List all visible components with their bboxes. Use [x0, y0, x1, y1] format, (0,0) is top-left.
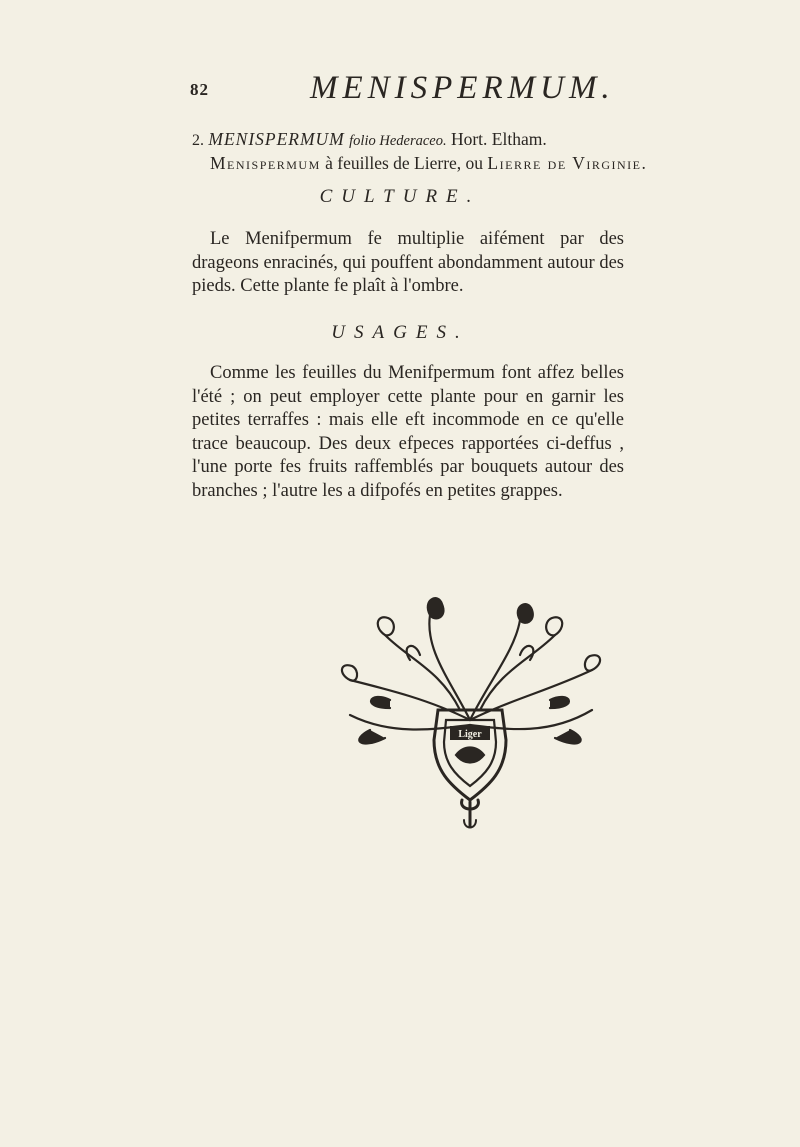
- latin-name: MENISPERMUM: [208, 129, 345, 149]
- usages-heading: USAGES.: [331, 322, 469, 343]
- french-name: Menispermum: [210, 153, 321, 173]
- french-description: à feuilles de Lierre, ou: [325, 153, 484, 173]
- usages-paragraph: Comme les feuilles du Menifpermum font affez belles l'été ; on peut employer cette plante pour en garnir les petites terraffes : mais elle eft incommode en ce qu'elle trace beaucoup. Des deux efpeces rapportées ci-deffus , l'une porte fes fruits raffemblés par bouquets autour des branches ; l'autre les a difpofés en petites grappes.: [192, 363, 624, 501]
- page-number: 82: [190, 80, 209, 99]
- running-title: MENISPERMUM.: [310, 70, 615, 106]
- entry-line-1: [192, 128, 622, 152]
- culture-heading: CULTURE.: [319, 186, 481, 207]
- floral-vignette-icon: [330, 590, 610, 830]
- cartouche-label: Liger: [458, 729, 482, 740]
- culture-paragraph: Le Menifpermum fe multiplie aifément par des drageons enracinés, qui pouffent abondamment autour des pieds. Cette plante fe plaît à l'ombre.: [192, 229, 624, 296]
- reference: Hort. Eltham.: [450, 129, 547, 149]
- entry-line-2: [192, 152, 648, 174]
- common-name: Lierre de Virginie.: [487, 153, 648, 173]
- species-entry: [192, 128, 648, 174]
- latin-descriptor: folio Hederaceo.: [349, 133, 447, 149]
- entry-number: 2.: [192, 132, 204, 149]
